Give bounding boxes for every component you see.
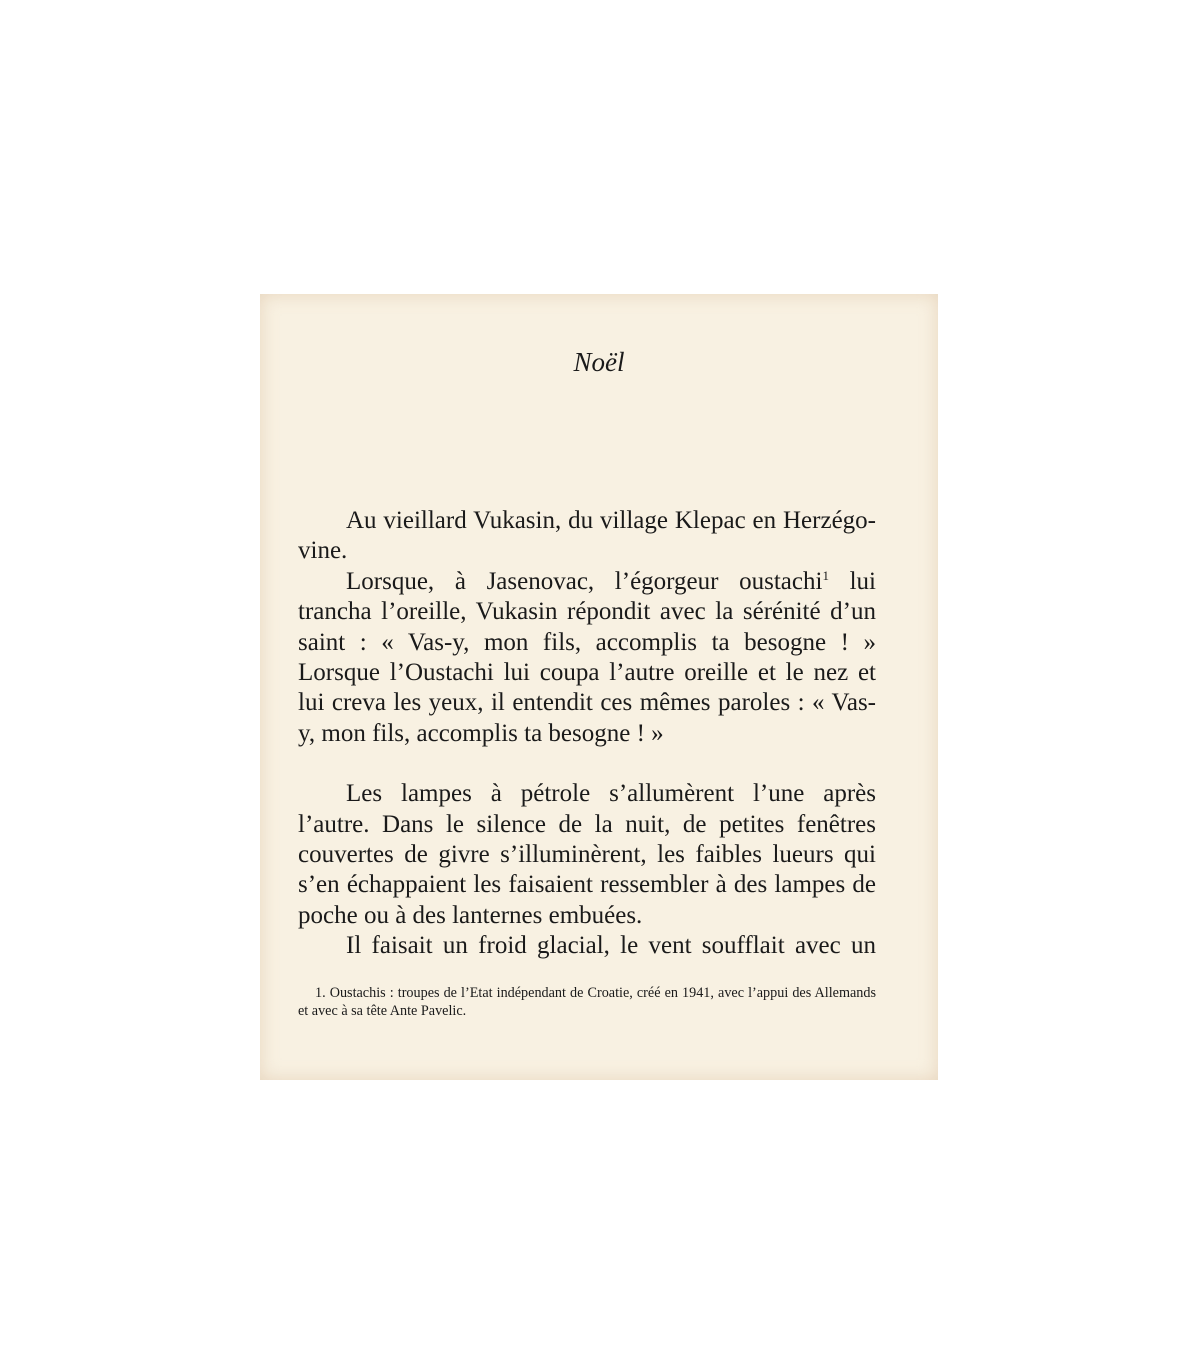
footnote-marker: 1 — [822, 567, 829, 583]
book-page — [260, 294, 938, 1080]
footnote: 1. Oustachis : troupes de l’Etat indépendant de Croatie, créé en 1941, avec l’appui des Allemands et avec à sa tête Ante Pavelic. — [298, 985, 876, 1019]
paragraph-vukasin-start: Lorsque, à Jasenovac, l’égorgeur oustachi — [346, 567, 823, 595]
paragraph-cold: Il faisait un froid glacial, le vent soufflait avec un — [346, 932, 876, 960]
body-text — [298, 506, 876, 962]
chapter-title: Noël — [573, 347, 625, 377]
paragraph-dedication: Au vieillard Vukasin, du village Klepac en Herzégo-vine. — [298, 507, 876, 565]
paragraph-lamps: Les lampes à pétrole s’allumèrent l’une après l’autre. Dans le silence de la nuit, de petites fenêtres couvertes de givre s’illuminèrent, les faibles lueurs qui s’en échappaient les faisaient ressembler à des lampes de poche ou à des lanternes embuées. — [298, 780, 876, 929]
paragraph-vukasin — [298, 567, 876, 749]
paragraph-vukasin-rest: lui trancha l’oreille, Vukasin répondit avec la sérénité d’un saint : « Vas-y, mon fils, accomplis ta besogne ! » Lorsque l’Oustachi lui coupa l’autre oreille et le nez et lui creva les yeux, il entendit ces mêmes paroles : « Vas-y, mon fils, accomplis ta besogne ! » — [298, 567, 876, 747]
